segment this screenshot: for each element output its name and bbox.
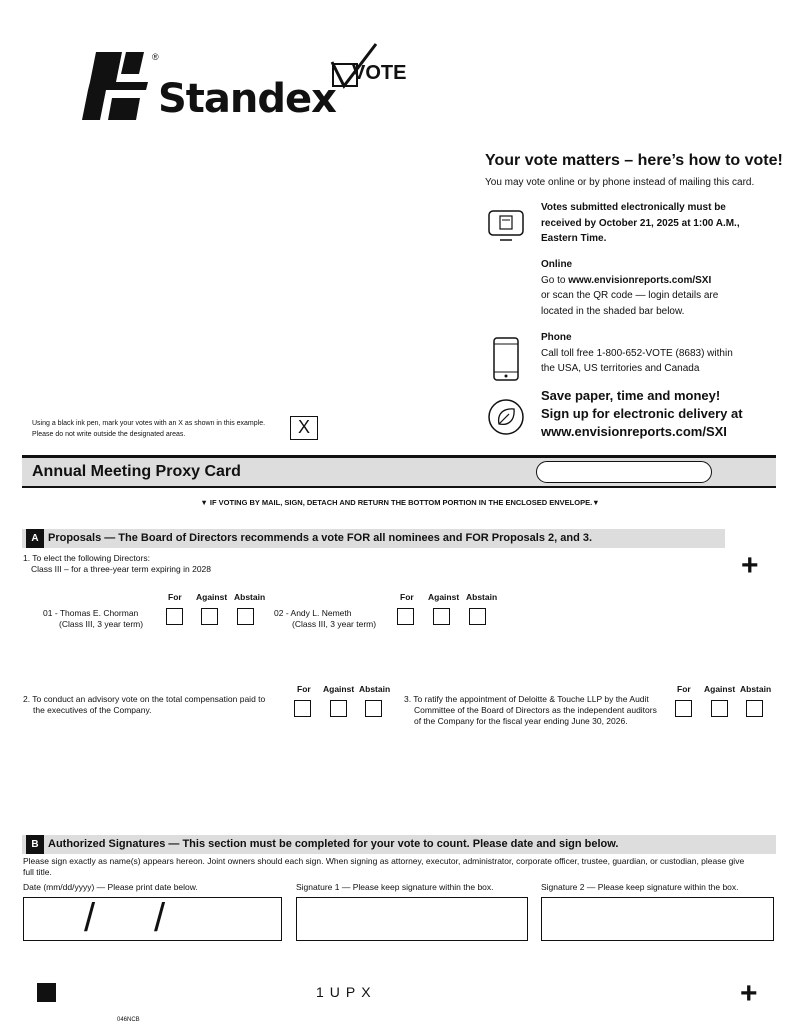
deadline-text: Votes submitted electronically must be received by October 21, 2025 at 1:00 A.M., Eastern Time. xyxy=(541,202,740,244)
section-b-letter: B xyxy=(26,835,44,854)
proposal-2-against-checkbox[interactable] xyxy=(330,700,347,717)
online-url[interactable]: www.envisionreports.com/SXI xyxy=(568,274,712,286)
registered-mark: ® xyxy=(152,52,159,62)
nominee-2-against-checkbox[interactable] xyxy=(433,608,450,625)
date-field[interactable] xyxy=(23,897,282,941)
nominee-1-name: 01 - Thomas E. Chorman (Class III, 3 year term) xyxy=(43,608,144,629)
vote-label-abstain: Abstain xyxy=(234,592,266,602)
nominee-2-abstain-checkbox[interactable] xyxy=(469,608,486,625)
proposal-2-abstain-checkbox[interactable] xyxy=(365,700,382,717)
proposal-2-text: 2. To conduct an advisory vote on the total compensation paid to the executives of the Company. xyxy=(23,694,266,715)
proposal-2-for-checkbox[interactable] xyxy=(294,700,311,717)
computer-icon xyxy=(488,210,524,242)
vote-label-for: For xyxy=(400,592,414,602)
signature-2-label: Signature 2 — Please keep signature within the box. xyxy=(541,882,739,892)
signature-2-field[interactable] xyxy=(541,897,774,941)
vote-label-abstain: Abstain xyxy=(359,684,391,694)
proposal-3-for-checkbox[interactable] xyxy=(675,700,692,717)
vote-label-abstain: Abstain xyxy=(466,592,498,602)
phone-instructions: Phone Call toll free 1-800-652-VOTE (8683) within the USA, US territories and Canada xyxy=(541,332,733,374)
proposal-3-abstain-checkbox[interactable] xyxy=(746,700,763,717)
vote-info-title: Your vote matters – here’s how to vote! xyxy=(485,152,783,169)
signature-1-field[interactable] xyxy=(296,897,528,941)
section-a-letter: A xyxy=(26,529,44,548)
vote-label-against: Against xyxy=(428,592,460,602)
signature-1-label: Signature 1 — Please keep signature within the box. xyxy=(296,882,494,892)
section-a-heading: Proposals — The Board of Directors recommends a vote FOR all nominees and FOR Proposals 2, and 3. xyxy=(48,532,593,544)
alignment-plus-bottom: + xyxy=(740,977,758,1010)
proxy-card-title: Annual Meeting Proxy Card xyxy=(32,463,241,480)
example-mark-box: X xyxy=(290,416,318,440)
nominee-1-against-checkbox[interactable] xyxy=(201,608,218,625)
vote-label-for: For xyxy=(297,684,311,694)
phone-icon xyxy=(493,337,519,381)
electronic-delivery-text: Save paper, time and money! Sign up for electronic delivery at www.envisionreports.com/SXI xyxy=(541,388,743,439)
nominee-2-name: 02 - Andy L. Nemeth (Class III, 3 year term) xyxy=(274,608,377,629)
signature-instructions: Please sign exactly as name(s) appears hereon. Joint owners should each sign. When signing as attorney, executor, administrator, corporate officer, trustee, guardian, or custodian, please give full title. xyxy=(23,856,745,877)
vote-label-against: Against xyxy=(323,684,355,694)
vote-label-abstain: Abstain xyxy=(740,684,772,694)
vote-label-for: For xyxy=(677,684,691,694)
small-form-code: 046NCB xyxy=(117,1017,140,1023)
nominee-1-abstain-checkbox[interactable] xyxy=(237,608,254,625)
vote-label-against: Against xyxy=(704,684,736,694)
proposal-3-text: 3. To ratify the appointment of Deloitte & Touche LLP by the Audit Committee of the Board of Directors as the independent auditors of the Company for the fiscal year ending June 30, 2026. xyxy=(404,694,657,726)
online-instructions: Online Go to www.envisionreports.com/SXI or scan the QR code — login details are located in the shaded bar below. xyxy=(541,259,719,317)
date-slash: / xyxy=(154,896,166,940)
vote-logo-text: VOTE xyxy=(352,62,407,84)
detach-instructions: ▼ IF VOTING BY MAIL, SIGN, DETACH AND RETURN THE BOTTOM PORTION IN THE ENCLOSED ENVELOPE.▼ xyxy=(200,498,600,507)
date-slash: / xyxy=(84,896,96,940)
form-code: 1UPX xyxy=(316,984,377,1000)
control-number-field xyxy=(536,461,712,483)
section-b-heading: Authorized Signatures — This section must be completed for your vote to count. Please date and sign below. xyxy=(48,838,619,850)
nominee-2-for-checkbox[interactable] xyxy=(397,608,414,625)
marking-instructions: Using a black ink pen, mark your votes with an X as shown in this example. Please do not write outside the designated areas. xyxy=(32,420,266,438)
logo-text: Standex xyxy=(158,76,336,122)
leaf-icon xyxy=(487,398,525,436)
standex-logo-mark-icon xyxy=(82,52,152,120)
alignment-plus-top: + xyxy=(741,549,759,582)
proposal-1-text: 1. To elect the following Directors: Class III – for a three-year term expiring in 2028 xyxy=(23,553,211,574)
date-label: Date (mm/dd/yyyy) — Please print date below. xyxy=(23,882,198,892)
proposal-3-against-checkbox[interactable] xyxy=(711,700,728,717)
nominee-1-for-checkbox[interactable] xyxy=(166,608,183,625)
vote-label-for: For xyxy=(168,592,182,602)
registration-square xyxy=(37,983,56,1002)
vote-info-subtitle: You may vote online or by phone instead of mailing this card. xyxy=(485,177,755,188)
vote-label-against: Against xyxy=(196,592,228,602)
